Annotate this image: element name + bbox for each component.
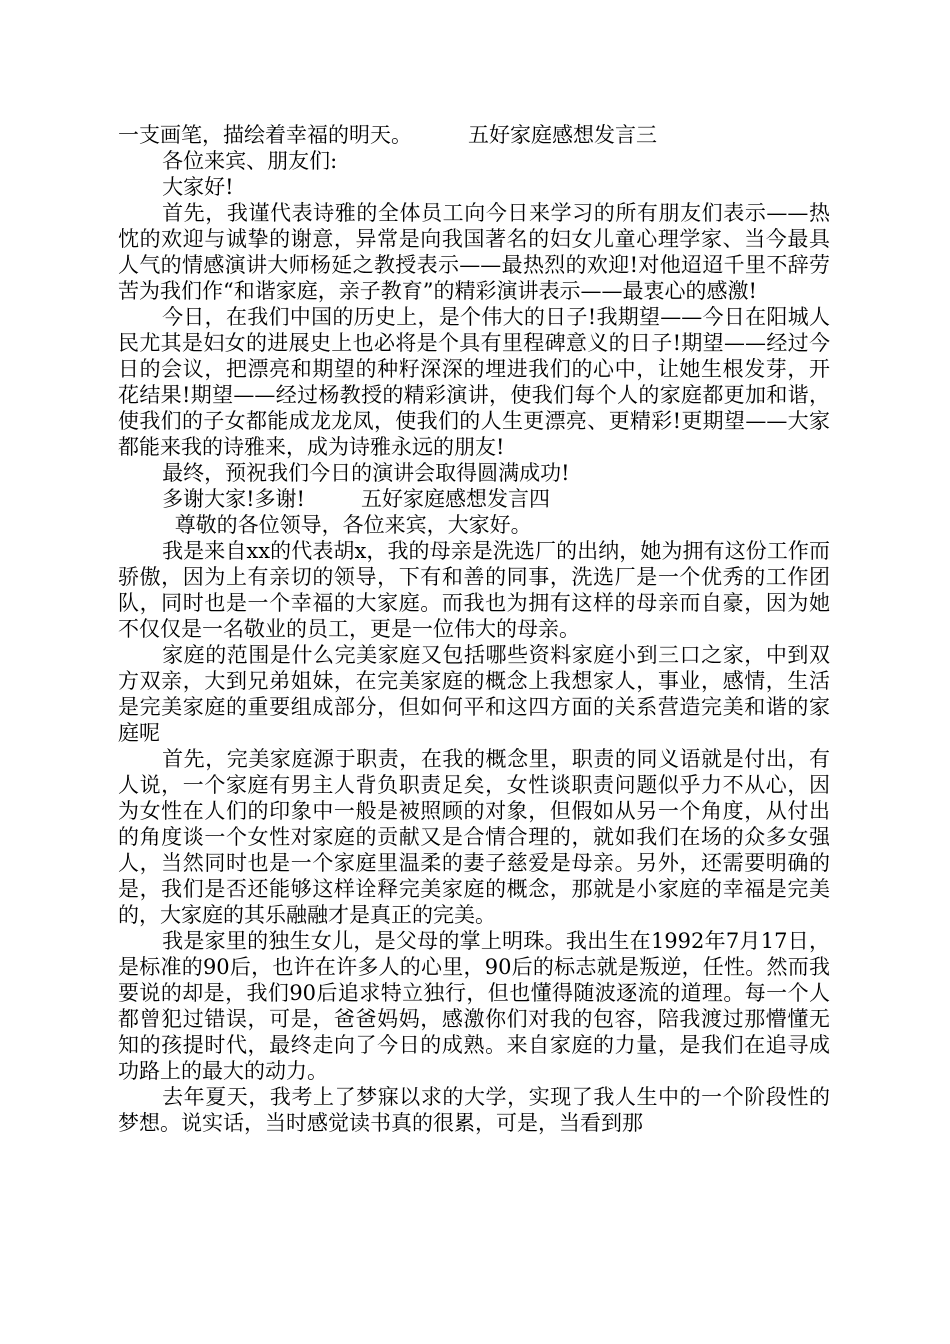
paragraph-3: 大家好! (162, 175, 234, 199)
paragraph-9: 我是来自xx的代表胡x，我的母亲是洗选厂的出纳，她为拥有这份工作而骄傲，因为上有亲切的领导，下有和善的同事，洗选厂是一个优秀的工作团队，同时也是一个幸福的大家庭。而我也为拥有这样的母亲而自豪，因为她不仅仅是一名敬业的员工，更是一位伟大的母亲。 (118, 539, 830, 641)
paragraph-6: 最终，预祝我们今日的演讲会取得圆满成功! (162, 461, 570, 485)
paragraph-8: 尊敬的各位领导，各位来宾，大家好。 (174, 513, 532, 537)
section-heading-4: 五好家庭感想发言四 (360, 487, 550, 511)
paragraph-2: 各位来宾、朋友们: (162, 149, 338, 173)
paragraph-7 (118, 486, 830, 512)
paragraph-5: 今日，在我们中国的历史上，是个伟大的日子!我期望——今日在阳城人民尤其是妇女的进展史上也必将是个具有里程碑意义的日子!期望——经过今日的会议，把漂亮和期望的种籽深深的埋进我们的心中，让她生根发芽，开花结果!期望——经过杨教授的精彩演讲，使我们每个人的家庭都更加和谐，使我们的子女都能成龙龙凤，使我们的人生更漂亮、更精彩!更期望——大家都能来我的诗雅来，成为诗雅永远的朋友! (118, 305, 830, 459)
paragraph-10: 家庭的范围是什么完美家庭又包括哪些资料家庭小到三口之家，中到双方双亲，大到兄弟姐妹，在完美家庭的概念上我想家人，事业，感情，生活是完美家庭的重要组成部分，但如何平和这四方面的关系营造完美和谐的家庭呢 (118, 643, 830, 745)
paragraph-4: 首先，我谨代表诗雅的全体员工向今日来学习的所有朋友们表示——热忱的欢迎与诚挚的谢意，异常是向我国著名的妇女儿童心理学家、当今最具人气的情感演讲大师杨延之教授表示——最热烈的欢迎!对他迢迢千里不辞劳苦为我们作“和谐家庭，亲子教育”的精彩演讲表示——最衷心的感激! (118, 201, 830, 303)
paragraph-text: 一支画笔，描绘着幸福的明天。 (118, 123, 412, 147)
paragraph-12: 我是家里的独生女儿，是父母的掌上明珠。我出生在1992年7月17日，是标准的90后，也许在许多人的心里，90后的标志就是叛逆，任性。然而我要说的却是，我们90后追求特立独行，但也懂得随波逐流的道理。每一个人都曾犯过错误，可是，爸爸妈妈，感激你们对我的包容，陪我渡过那懵懂无知的孩提时代，最终走向了今日的成熟。来自家庭的力量，是我们在追寻成功路上的最大的动力。 (118, 929, 830, 1083)
section-heading-3: 五好家庭感想发言三 (468, 123, 657, 147)
paragraph-text: 多谢大家!多谢! (162, 487, 305, 511)
paragraph-11: 首先，完美家庭源于职责，在我的概念里，职责的同义语就是付出，有人说，一个家庭有男主人背负职责足矣，女性谈职责问题似乎力不从心，因为女性在人们的印象中一般是被照顾的对象，但假如从另一个角度，从付出的角度谈一个女性对家庭的贡献又是合情合理的，就如我们在场的众多女强人，当然同时也是一个家庭里温柔的妻子慈爱是母亲。另外，还需要明确的是，我们是否还能够这样诠释完美家庭的概念，那就是小家庭的幸福是完美的，大家庭的其乐融融才是真正的完美。 (118, 747, 830, 927)
paragraph-1 (118, 122, 830, 148)
paragraph-13: 去年夏天，我考上了梦寐以求的大学，实现了我人生中的一个阶段性的梦想。说实话，当时感觉读书真的很累，可是，当看到那 (118, 1085, 830, 1135)
document-body (118, 122, 830, 1136)
